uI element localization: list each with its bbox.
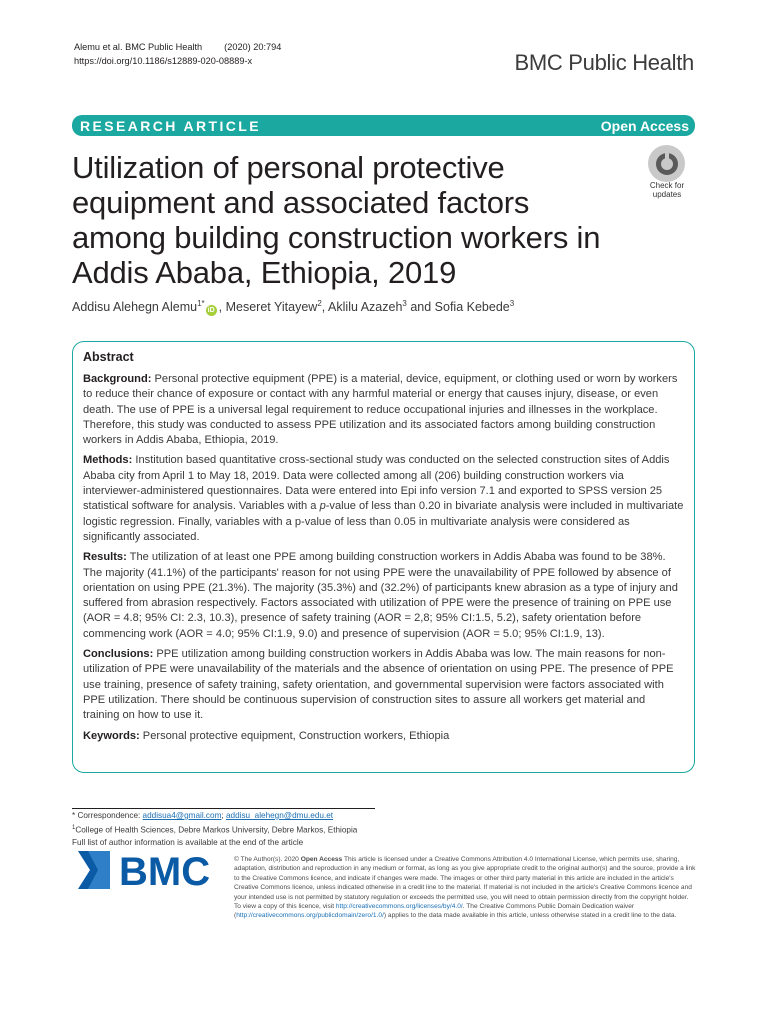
journal-name: BMC Public Health	[514, 50, 694, 75]
crossmark-icon	[648, 145, 685, 182]
license-open-access: Open Access	[300, 856, 343, 863]
author-name[interactable]: Meseret Yitayew	[225, 300, 318, 315]
license-text-2: . The Creative Commons Public Domain Dedication waiver (	[234, 903, 635, 920]
results-label: Results:	[83, 551, 127, 564]
license-text: This article is licensed under a Creative Commons Attribution 4.0 International License, which permits use, sharing, adaptation, distribution and reproduction in any medium or format, as long as you give appropriate credit to the original author(s) and the source, provide a link to the Creative Commons licence, and indicate if changes were made. The images or other third party material in this article are included in the article's Creative Commons licence, unless indicated otherwise in a credit line to the material. If material is not included in the article's Creative Commons licence and your intended use is not permitted by statutory regulation or exceeds the permitted use, you will need to obtain permission directly from the copyright holder. To view a copy of this licence, visit	[234, 856, 696, 911]
article-title: Utilization of personal protective equipment and associated factors among building construction workers in Addis Ababa, Ethiopia, 2019	[72, 150, 601, 290]
license-notice	[234, 855, 696, 921]
author-list	[72, 299, 514, 316]
author-separator: ,	[321, 300, 329, 315]
author-separator: and	[406, 300, 435, 315]
author-name[interactable]: Sofia Kebede	[434, 300, 510, 315]
email-link-2[interactable]: addisu_alehegn@dmu.edu.et	[225, 811, 334, 820]
methods-text-cont: -value of less than 0.20 in bivariate analysis were included in multivariate logistic regression. Finally, variables with a p-value of less than 0.05 in multivariate analysis were considered as significantly associated.	[83, 500, 684, 543]
keywords-text: Personal protective equipment, Construction workers, Ethiopia	[139, 729, 450, 742]
abstract-keywords	[83, 729, 684, 744]
license-link-cc-by[interactable]: http://creativecommons.org/licenses/by/4.0/	[335, 903, 463, 911]
citation-header	[74, 40, 281, 68]
citation-authors: Alemu et al. BMC Public Health	[74, 42, 203, 52]
author-affiliation-sup: 3	[509, 299, 515, 308]
results-text: The utilization of at least one PPE among building construction workers in Addis Ababa was found to be 38%. The majority (41.1%) of the participants' reason for not using PPE were the unavailability of PPE followed by absence of orientation on using PPE (21.3%). The majority (35.3%) and (32.2%) of participants knew abrasion as a type of injury and suffered from abrasion respectively. Factors associated with utilization of PPE were the presence of training on PPE use (AOR = 4.8; 95% CI: 2.3, 10.3), presence of safety training (AOR = 2,8; 95% CI:1.5, 5.2), safety orientation before commencing work (AOR = 4.0; 95% CI:1.9, 9.0) and presence of supervision (AOR = 5.0; 95% CI:1.9, 13).	[83, 551, 678, 640]
abstract-results	[83, 550, 684, 642]
check-for-updates-badge[interactable]	[641, 145, 693, 205]
article-type-banner	[72, 115, 695, 136]
affiliation-line	[72, 822, 357, 837]
background-text: Personal protective equipment (PPE) is a material, device, equipment, or clothing used or worn by workers to reduce their chance of exposure or contact with any harmful material or energy that causes injury, disease, or even death. The use of PPE is a universal legal requirement to reduce occupational injuries and illnesses in the workplace. Therefore, this study was conducted to assess PPE utilization and its associated factors among building construction workers in Addis Ababa, Ethiopia, 2019.	[83, 373, 678, 447]
doi-link[interactable]: https://doi.org/10.1186/s12889-020-08889-x	[74, 56, 253, 66]
citation-volume: (2020) 20:794	[224, 42, 282, 52]
affiliation-text: College of Health Sciences, Debre Markos University, Debre Markos, Ethiopia	[75, 825, 358, 835]
conclusions-text: PPE utilization among building construction workers in Addis Ababa was low. The main reasons for non-utilization of PPE were unavailability of the materials and the absence of orientation on using PPE. The presence of PPE use training, presence of safety training, safety orientation, and governmental supervision were factors associated with PPE utilization. There should be continuous supervision of construction sites to assure all workers get material and training on how to use it.	[83, 648, 674, 722]
keywords-label: Keywords:	[83, 729, 140, 742]
abstract-box	[72, 341, 695, 773]
correspondence-label: * Correspondence:	[72, 811, 143, 820]
methods-label: Methods:	[83, 454, 133, 467]
abstract-heading: Abstract	[83, 350, 134, 364]
author-affiliation-sup: 2	[317, 299, 322, 308]
author-name[interactable]: Aklilu Azazeh	[328, 300, 403, 315]
abstract-methods	[83, 453, 684, 545]
bmc-logo	[76, 849, 226, 891]
abstract-conclusions	[83, 647, 684, 723]
author-name[interactable]: Addisu Alehegn Alemu	[72, 300, 198, 315]
check-for-updates-label	[641, 181, 693, 199]
correspondence-line	[72, 810, 357, 822]
citation-line	[74, 40, 281, 54]
license-copyright: © The Author(s). 2020	[234, 856, 301, 863]
orcid-icon[interactable]: iD	[207, 307, 215, 315]
bmc-logo-text: BMC	[119, 850, 211, 891]
check-for-updates-line2: updates	[652, 190, 682, 199]
abstract-background	[83, 372, 684, 448]
affiliation-sup: 1	[72, 825, 76, 831]
email-link-1[interactable]: addisua4@gmail.com	[142, 811, 222, 820]
open-access-label: Open Access	[600, 117, 689, 134]
check-for-updates-line1: Check for	[649, 181, 685, 190]
author-separator: ,	[218, 300, 226, 315]
conclusions-label: Conclusions:	[83, 648, 154, 661]
background-label: Background:	[83, 373, 152, 385]
footnotes	[72, 810, 357, 849]
license-link-cc-zero[interactable]: http://creativecommons.org/publicdomain/zero/1.0/	[236, 912, 384, 920]
author-info-note: Full list of author information is available at the end of the article	[72, 837, 304, 847]
license-text-3: ) applies to the data made available in this article, unless otherwise stated in a credit line to the data.	[383, 912, 677, 920]
methods-p-italic: p	[319, 500, 326, 513]
methods-text: Institution based quantitative cross-sectional study was conducted on the selected construction sites of Addis Ababa city from April 1 to May 18, 2019. Data were collected among all (206) building construction workers via interviewer-administered questionnaires. Data were entered into Epi info version 7.1 and exported to SPSS version 25 statistical software for analysis. Variables with a	[83, 454, 670, 513]
email-separator: ;	[221, 811, 226, 820]
author-affiliation-sup: 1*	[197, 299, 205, 308]
footnote-divider	[72, 808, 375, 809]
article-type-label: RESEARCH ARTICLE	[80, 117, 261, 134]
author-affiliation-sup: 3	[402, 299, 407, 308]
